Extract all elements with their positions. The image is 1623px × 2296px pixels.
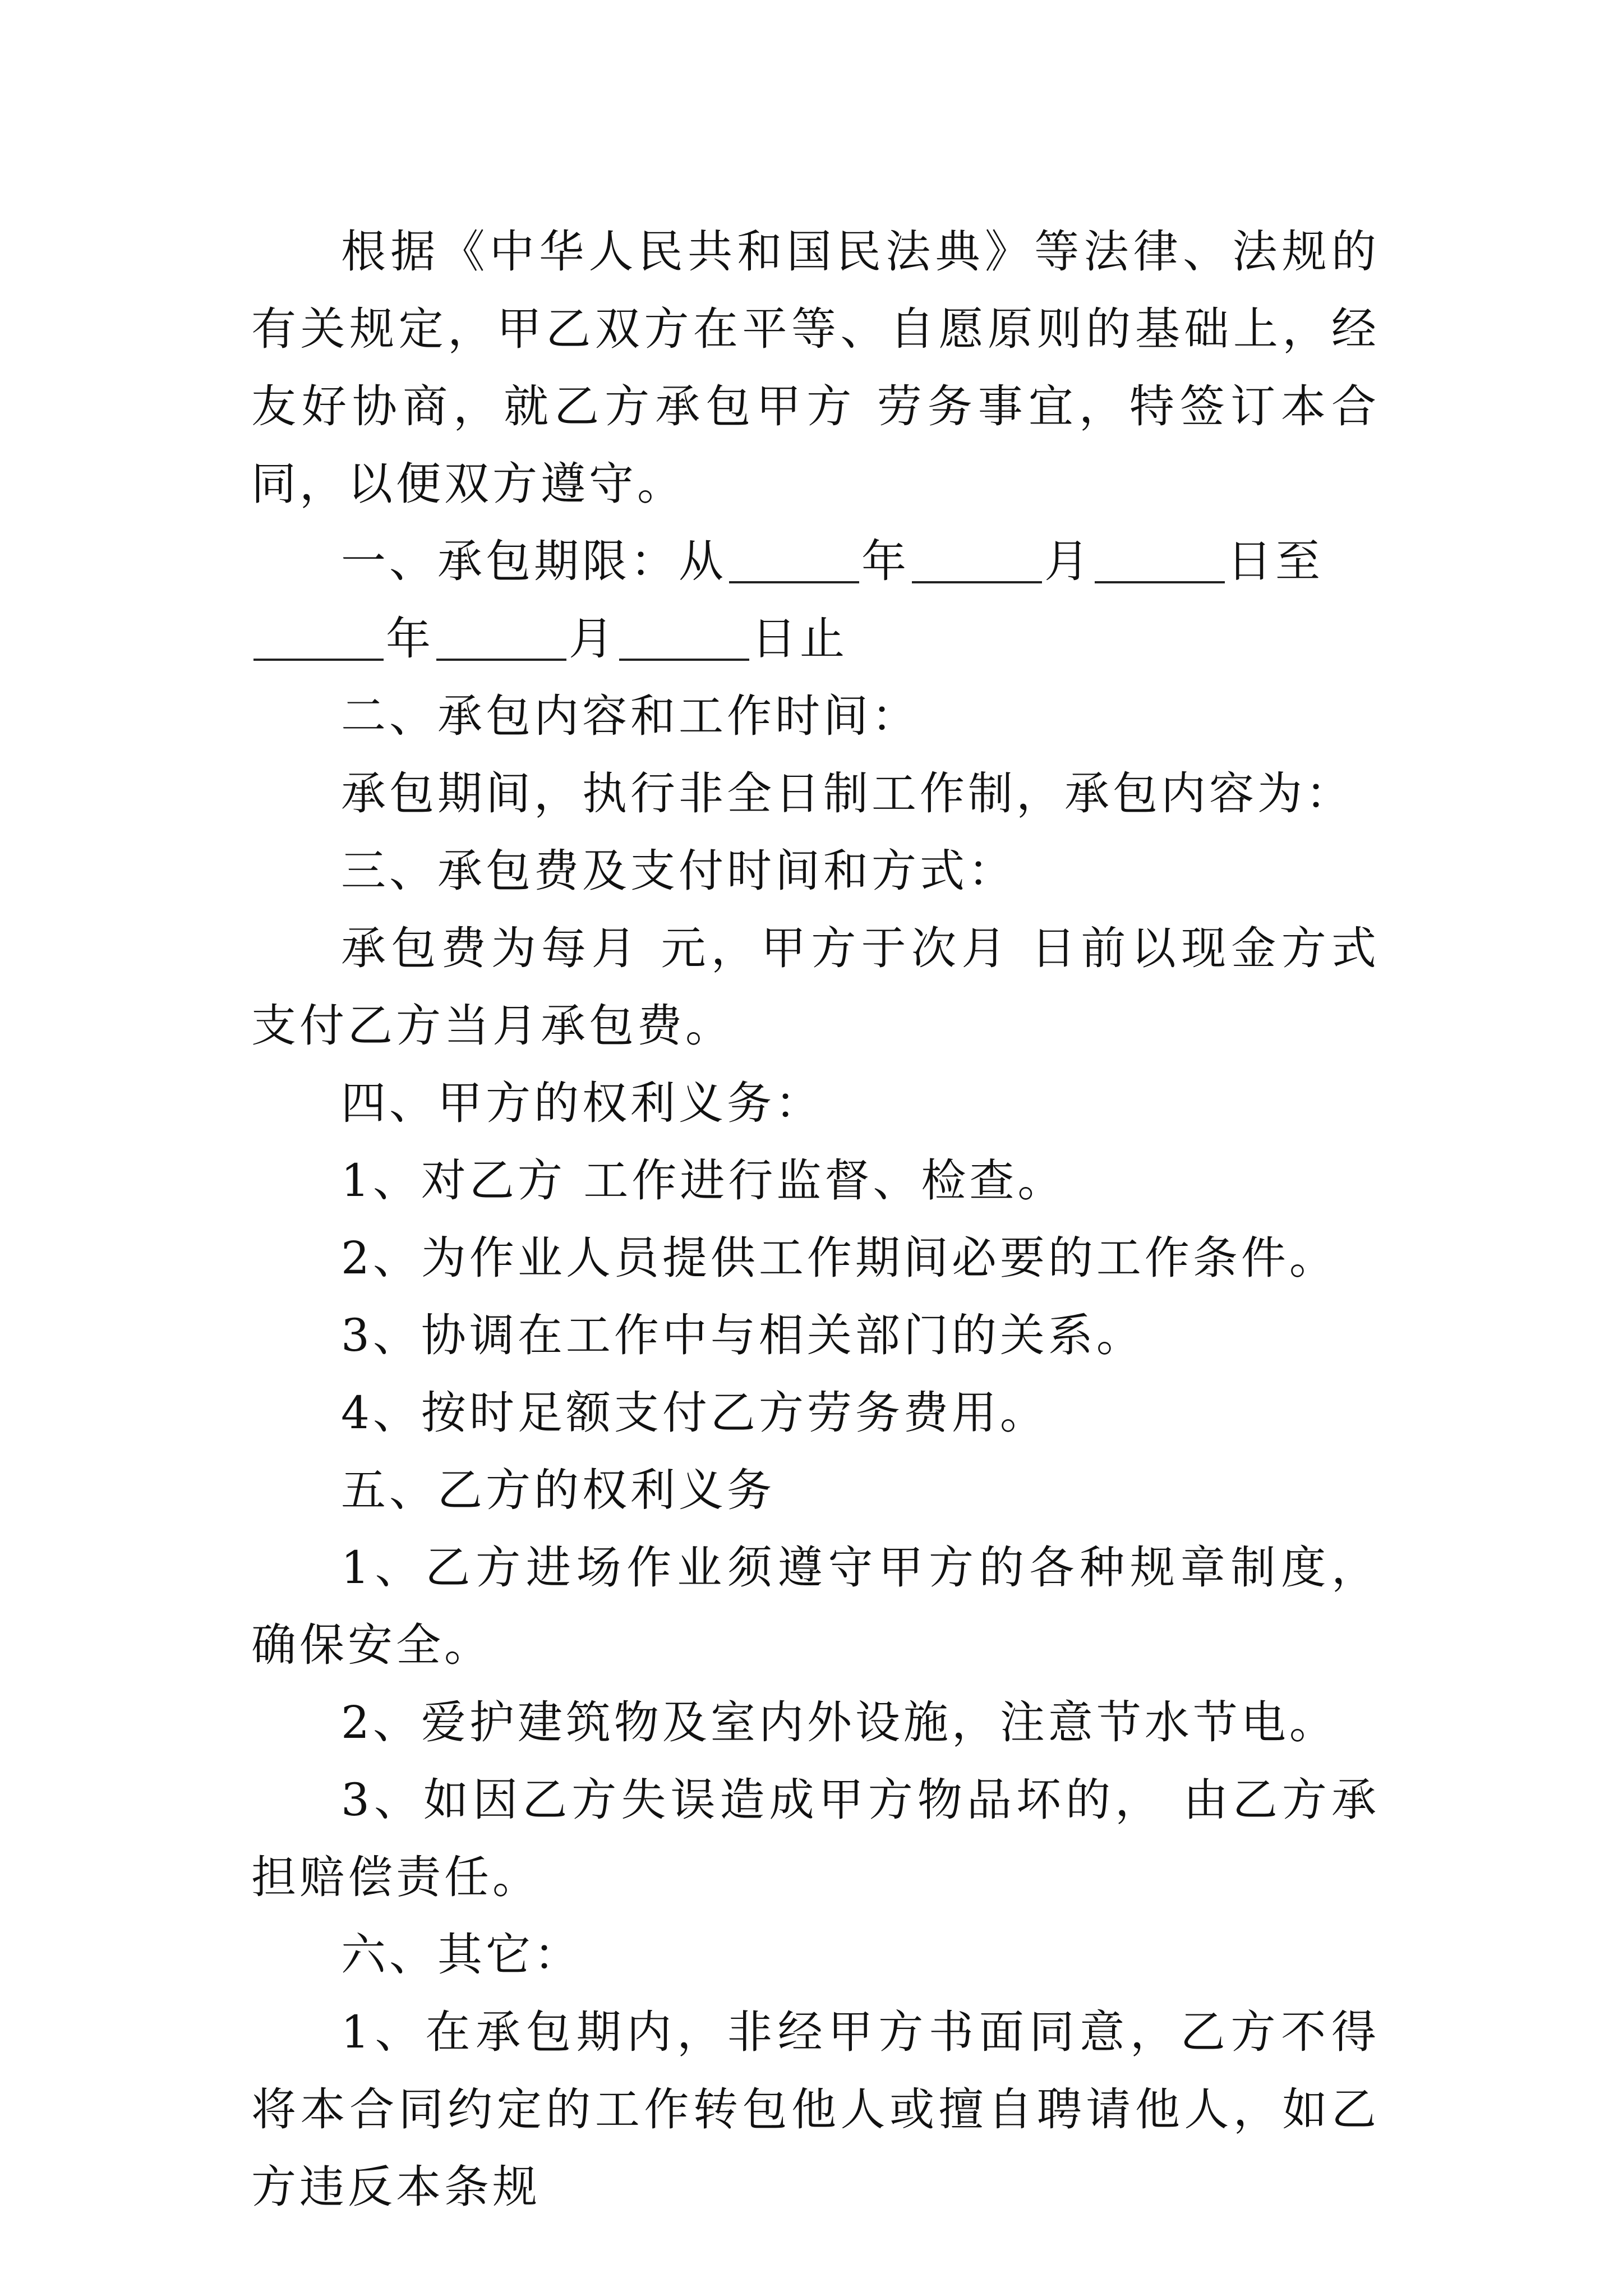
section-5-item: 3、如因乙方失误造成甲方物品坏的， 由乙方承担赔偿责任。	[251, 1774, 1380, 1903]
term-blank-month-end	[436, 614, 566, 661]
term-blank-year-start	[729, 536, 859, 583]
section-4-item: 1、对乙方 工作进行监督、检查。	[341, 1154, 1066, 1207]
term-blank-year-end	[253, 614, 384, 661]
term-label: 一、承包期限：从	[341, 535, 727, 587]
term-day-start: 日至	[1227, 535, 1324, 587]
section-4-title: 四、甲方的权利义务：	[341, 1077, 823, 1129]
section-4-item: 2、为作业人员提供工作期间必要的工作条件。	[341, 1232, 1338, 1284]
section-5-title: 五、乙方的权利义务	[341, 1464, 775, 1516]
section-3-body: 承包费为每月 元，甲方于次月 日前以现金方式支付乙方当月承包费。	[251, 922, 1380, 1052]
term-blank-day-end	[619, 614, 749, 661]
section-5-item: 1、乙方进场作业须遵守甲方的各种规章制度，确保安全。	[251, 1542, 1380, 1671]
section-2-body: 承包期间，执行非全日制工作制，承包内容为：	[341, 767, 1354, 820]
term-day-end: 日止	[751, 613, 848, 665]
section-6-item: 1、在承包期内，非经甲方书面同意，乙方不得将本合同约定的工作转包他人或擅自聘请他人，如乙方违反本条规	[251, 2006, 1380, 2213]
term-blank-day-start	[1095, 536, 1225, 583]
term-year-start: 年	[861, 535, 910, 587]
section-3-title: 三、承包费及支付时间和方式：	[341, 845, 1016, 897]
contract-page	[251, 213, 1380, 2226]
section-6-title: 六、其它：	[341, 1929, 582, 1981]
section-4-item: 3、协调在工作中与相关部门的关系。	[341, 1309, 1145, 1361]
term-paragraph	[251, 523, 1380, 678]
term-month-end: 月	[569, 613, 617, 665]
section-4-item: 4、按时足额支付乙方劳务费用。	[341, 1387, 1048, 1439]
term-month-start: 月	[1044, 535, 1092, 587]
term-year-end: 年	[386, 613, 434, 665]
term-blank-month-start	[912, 536, 1042, 583]
section-2-title: 二、承包内容和工作时间：	[341, 690, 920, 742]
intro-paragraph: 根据《中华人民共和国民法典》等法律、法规的有关规定，甲乙双方在平等、自愿原则的基础上，经友好协商，就乙方承包甲方 劳务事宜，特签订本合同，以便双方遵守。	[251, 226, 1380, 510]
section-5-item: 2、爱护建筑物及室内外设施，注意节水节电。	[341, 1696, 1338, 1749]
